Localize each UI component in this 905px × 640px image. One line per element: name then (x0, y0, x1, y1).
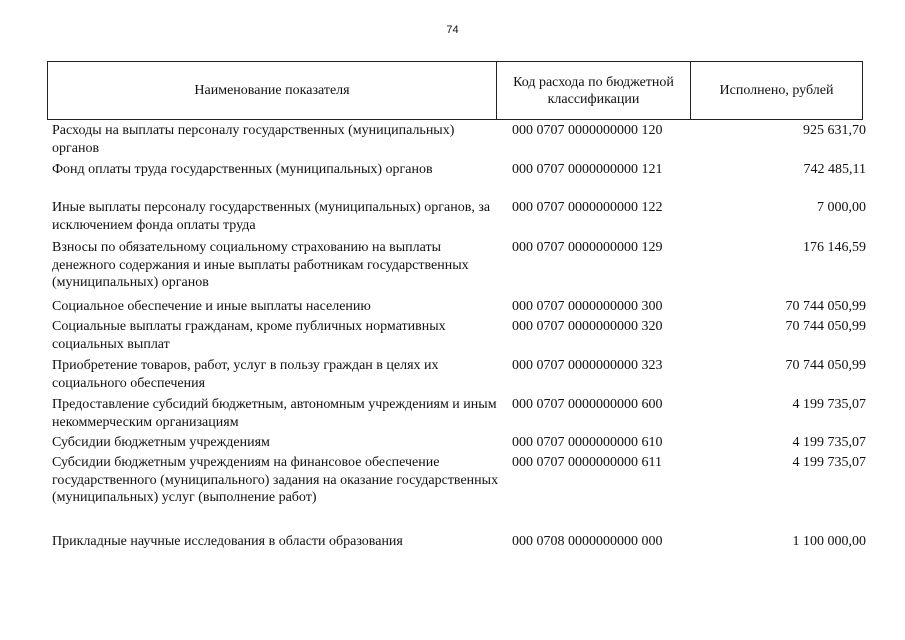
row-name: Субсидии бюджетным учреждениям (52, 435, 270, 450)
row-code: 000 0707 0000000000 120 (512, 123, 663, 138)
row-code: 000 0707 0000000000 129 (512, 240, 663, 255)
page-number: 74 (446, 24, 459, 36)
row-amount: 4 199 735,07 (792, 435, 866, 450)
row-code: 000 0707 0000000000 121 (512, 162, 663, 177)
row-code: 000 0707 0000000000 611 (512, 455, 662, 470)
row-name: Взносы по обязательному социальному страхованию на выплаты денежного содержания и иные выплаты работникам государственных (муниципальных) органов (52, 240, 469, 290)
row-name: Предоставление субсидий бюджетным, автономным учреждениям и иным некоммерческим организациям (52, 397, 497, 430)
row-name: Прикладные научные исследования в области образования (52, 534, 403, 549)
row-amount: 925 631,70 (803, 123, 866, 138)
row-code: 000 0707 0000000000 610 (512, 435, 663, 450)
row-amount: 70 744 050,99 (785, 319, 866, 334)
row-amount: 176 146,59 (803, 240, 866, 255)
table-header (47, 61, 863, 120)
row-name: Приобретение товаров, работ, услуг в пользу граждан в целях их социального обеспечения (52, 358, 439, 391)
row-code: 000 0708 0000000000 000 (512, 534, 663, 549)
row-code: 000 0707 0000000000 600 (512, 397, 663, 412)
row-amount: 70 744 050,99 (785, 299, 866, 314)
row-name: Фонд оплаты труда государственных (муниципальных) органов (52, 162, 433, 177)
row-amount: 4 199 735,07 (792, 455, 866, 470)
column-header-amount: Исполнено, рублей (719, 83, 834, 98)
row-code: 000 0707 0000000000 320 (512, 319, 663, 334)
row-name: Расходы на выплаты персоналу государственных (муниципальных) органов (52, 123, 455, 156)
row-name: Социальное обеспечение и иные выплаты населению (52, 299, 371, 314)
row-amount: 1 100 000,00 (792, 534, 866, 549)
row-amount: 7 000,00 (817, 200, 866, 215)
row-name: Социальные выплаты гражданам, кроме публичных нормативных социальных выплат (52, 319, 446, 352)
row-amount: 4 199 735,07 (792, 397, 866, 412)
column-header-name: Наименование показателя (48, 62, 497, 119)
row-code: 000 0707 0000000000 122 (512, 200, 663, 215)
row-amount: 742 485,11 (803, 162, 866, 177)
column-header-code: Код расхода по бюджетной классификации (497, 62, 691, 119)
row-code: 000 0707 0000000000 300 (512, 299, 663, 314)
row-name: Субсидии бюджетным учреждениям на финансовое обеспечение государственного (муниципального) задания на оказание государственных (муниципальных) услуг (выполнение работ) (52, 455, 499, 505)
row-name: Иные выплаты персоналу государственных (муниципальных) органов, за исключением фонда оплаты труда (52, 200, 491, 233)
row-amount: 70 744 050,99 (785, 358, 866, 373)
row-code: 000 0707 0000000000 323 (512, 358, 663, 373)
